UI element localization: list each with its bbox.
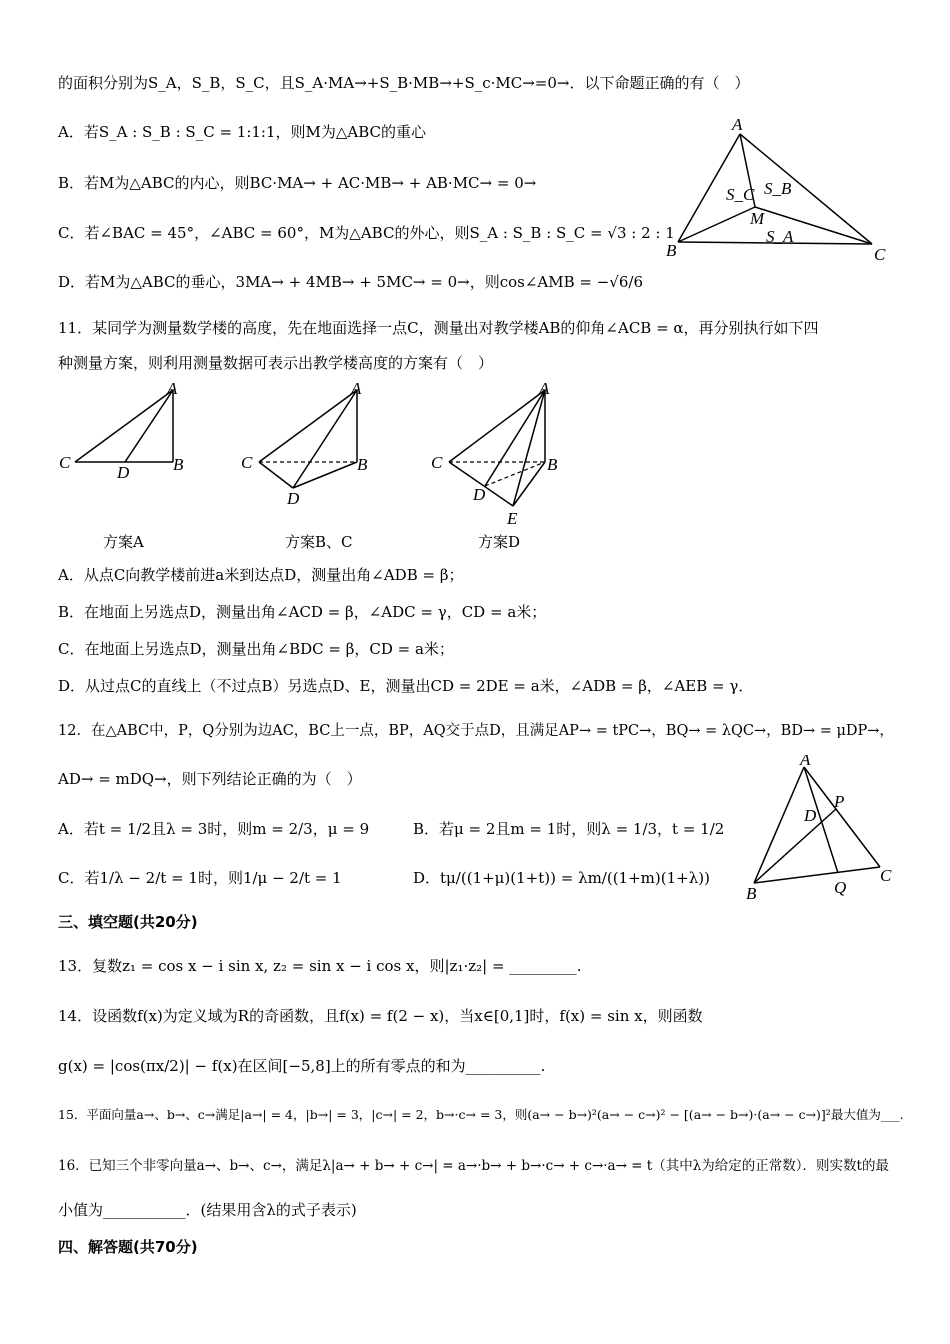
q12-option-b: B．若μ = 2且m = 1时，则λ = 1/3，t = 1/2 [413, 820, 725, 838]
q12-stem-line2: AD→ = mDQ→，则下列结论正确的为（ ） [58, 770, 362, 788]
q12-option-a: A．若t = 1/2且λ = 3时，则m = 2/3，μ = 9 [58, 820, 370, 838]
q12-label-d: D [804, 806, 817, 825]
q10-label-sb: S_B [764, 179, 792, 198]
q10-intro: 的面积分别为S_A，S_B，S_C，且S_A·MA→+S_B·MB→+S_c·MC→=0→．以下命题正确的有（ ） [58, 74, 750, 92]
q11a-label-d: D [117, 463, 130, 482]
q14-line1: 14．设函数f(x)为定义域为R的奇函数，且f(x) = f(2 − x)，当x∈[0,1]时，f(x) = sin x，则函数 [58, 1007, 703, 1025]
q11-plan-a-figure [55, 380, 205, 490]
q10-option-c: C．若∠BAC = 45°，∠ABC = 60°，M为△ABC的外心，则S_A : S_B : S_C = √3 : 2 : 1 [58, 224, 675, 242]
q11d-label-e: E [507, 509, 518, 528]
q11-plan-bc-figure [237, 380, 387, 510]
q10-label-sa: S_A [766, 227, 794, 246]
q10-option-d: D．若M为△ABC的垂心，3MA→ + 4MB→ + 5MC→ = 0→，则cos∠AMB = −√6/6 [58, 273, 643, 291]
q11bc-label-c: C [241, 453, 253, 472]
q11-option-d: D．从过点C的直线上（不过点B）另选点D、E，测量出CD = 2DE = a米，∠ADB = β，∠AEB = γ． [58, 677, 754, 695]
q10-option-b: B．若M为△ABC的内心，则BC·MA→ + AC·MB→ + AB·MC→ = 0→ [58, 174, 537, 192]
q10-label-c: C [874, 245, 886, 264]
q16-line2: 小值为___________．(结果用含λ的式子表示) [58, 1201, 357, 1219]
q12-label-p: P [834, 792, 845, 811]
q12-label-q: Q [834, 878, 847, 897]
q10-label-m: M [750, 209, 765, 228]
q11d-label-b: B [547, 455, 558, 474]
q11-stem-line1: 11．某同学为测量数学楼的高度，先在地面选择一点C，测量出对教学楼AB的仰角∠ACB = α，再分别执行如下四 [58, 319, 819, 337]
q12-option-d: D．tμ/((1+μ)(1+t)) = λm/((1+m)(1+λ)) [413, 869, 710, 887]
q11a-label-b: B [173, 455, 184, 474]
section-4-heading: 四、解答题(共70分) [58, 1238, 198, 1256]
q11-caption-plan-a: 方案A [103, 533, 144, 551]
q11-option-a: A．从点C向教学楼前进a米到达点D，测量出角∠ADB = β； [58, 566, 464, 584]
q12-triangle-figure [740, 755, 910, 905]
q11bc-label-d: D [287, 489, 300, 508]
q11-caption-plan-bc: 方案B、C [285, 533, 353, 551]
q12-label-c: C [880, 866, 892, 885]
q11-option-b: B．在地面上另选点D，测量出角∠ACD = β，∠ADC = γ，CD = a米； [58, 603, 547, 621]
q11a-label-c: C [59, 453, 71, 472]
q11-stem-line2: 种测量方案，则利用测量数据可表示出教学楼高度的方案有（ ） [58, 354, 494, 372]
q15-text: 15．平面向量a→、b→、c→满足|a→| = 4，|b→| = 3，|c→| = 2，b→·c→ = 3，则(a→ − b→)²(a→ − c→)² − [(a→ − b→)·(a→ − c→)]²最大值为___. [58, 1107, 904, 1122]
q11d-label-a: A [539, 380, 550, 398]
section-3-heading: 三、填空题(共20分) [58, 913, 198, 931]
q10-option-a: A．若S_A : S_B : S_C = 1:1:1，则M为△ABC的重心 [58, 123, 427, 141]
q16-line1: 16．已知三个非零向量a→、b→、c→，满足λ|a→ + b→ + c→| = a→·b→ + b→·c→ + c→·a→ = t（其中λ为给定的正常数）．则实数t的最 [58, 1158, 889, 1174]
q12-option-c: C．若1/λ − 2/t = 1时，则1/μ − 2/t = 1 [58, 869, 342, 887]
q10-label-a: A [732, 115, 743, 134]
q10-label-b: B [666, 241, 677, 260]
q10-triangle-figure [660, 110, 900, 270]
q12-label-b: B [746, 884, 757, 903]
q11d-label-d: D [473, 485, 486, 504]
q11-option-c: C．在地面上另选点D，测量出角∠BDC = β，CD = a米； [58, 640, 454, 658]
q11bc-label-a: A [351, 380, 362, 398]
q10-label-sc: S_C [726, 185, 755, 204]
q14-line2: g(x) = |cos(πx/2)| − f(x)在区间[−5,8]上的所有零点的和为__________. [58, 1057, 546, 1075]
q11d-label-c: C [431, 453, 443, 472]
q11-caption-plan-d: 方案D [478, 533, 521, 551]
q12-label-a: A [800, 755, 811, 769]
q11a-label-a: A [167, 380, 178, 398]
q11-plan-d-figure [427, 380, 577, 530]
q13-text: 13．复数z₁ = cos x − i sin x, z₂ = sin x − i cos x，则|z₁·z₂| = _________. [58, 957, 582, 975]
q12-stem-line1: 12．在△ABC中，P，Q分别为边AC，BC上一点，BP，AQ交于点D，且满足AP→ = tPC→，BQ→ = λQC→，BD→ = μDP→， [58, 723, 894, 739]
q11bc-label-b: B [357, 455, 368, 474]
